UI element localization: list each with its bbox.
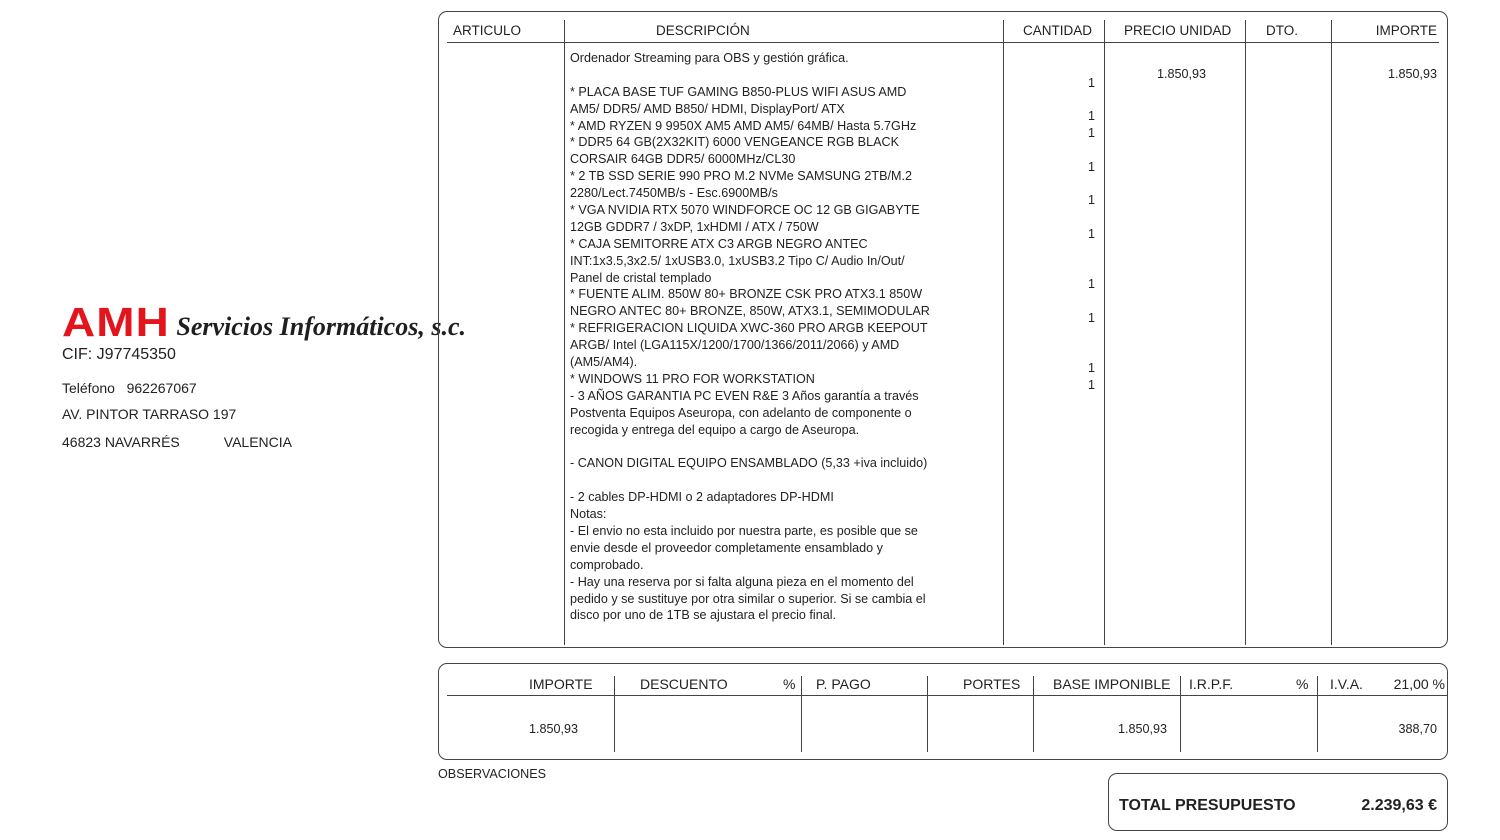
totals-label-pct: % <box>1296 676 1309 692</box>
description-line: - El envio no esta incluido por nuestra parte, es posible que se <box>570 523 918 538</box>
totals-label-p-pago: P. PAGO <box>816 676 871 692</box>
totals-label-base-imponible: BASE IMPONIBLE <box>1053 676 1171 692</box>
col-divider <box>1317 676 1318 752</box>
totals-label-iva: I.V.A. <box>1330 676 1363 692</box>
quantity-value: 1 <box>1087 227 1095 241</box>
col-divider <box>1180 676 1181 752</box>
company-logo <box>62 299 466 345</box>
description-line: * PLACA BASE TUF GAMING B850-PLUS WIFI ASUS AMD <box>570 84 907 99</box>
totals-label-portes: PORTES <box>963 676 1021 692</box>
col-divider <box>1331 20 1332 645</box>
header-descripcion: DESCRIPCIÓN <box>656 23 750 38</box>
description-line: comprobado. <box>570 557 644 572</box>
col-divider <box>614 676 615 752</box>
company-phone-line <box>62 380 197 396</box>
phone-number: 962267067 <box>126 380 197 396</box>
totals-header-rule <box>447 695 1447 696</box>
unit-price: 1.850,93 <box>1156 67 1206 81</box>
quantity-value: 1 <box>1087 109 1095 123</box>
description-line: * WINDOWS 11 PRO FOR WORKSTATION <box>570 371 815 386</box>
total-budget-box <box>1108 773 1448 831</box>
description-line: * DDR5 64 GB(2X32KIT) 6000 VENGEANCE RGB BLACK <box>570 135 899 150</box>
col-divider <box>1003 20 1004 645</box>
quantity-value: 1 <box>1087 193 1095 207</box>
company-city-line <box>62 434 292 450</box>
description-line: envie desde el proveedor completamente ensamblado y <box>570 540 883 555</box>
logo-mark: AMH <box>62 299 170 345</box>
description-line: ARGB/ Intel (LGA115X/1200/1700/1366/2011/2066) y AMD <box>570 338 900 353</box>
description-line: recogida y entrega del equipo a cargo de Aseuropa. <box>570 422 860 437</box>
postal-city: 46823 NAVARRÉS <box>62 434 180 450</box>
header-cantidad: CANTIDAD <box>1023 23 1093 38</box>
quantity-value: 1 <box>1087 126 1095 140</box>
description-line: Notas: <box>570 507 607 522</box>
totals-label-irpf: I.R.P.F. <box>1189 676 1234 692</box>
description-line: * 2 TB SSD SERIE 990 PRO M.2 NVMe SAMSUNG 2TB/M.2 <box>570 169 912 184</box>
totals-label-descuento: DESCUENTO <box>640 676 728 692</box>
total-budget-label: TOTAL PRESUPUESTO <box>1119 797 1296 814</box>
description-line: - CANON DIGITAL EQUIPO ENSAMBLADO (5,33 +iva incluido) <box>570 456 928 471</box>
description-line: NEGRO ANTEC 80+ BRONZE, 850W, ATX3.1, SEMIMODULAR <box>570 304 930 319</box>
province: VALENCIA <box>223 434 292 450</box>
description-line: 2280/Lect.7450MB/s - Esc.6900MB/s <box>570 186 778 201</box>
description-line <box>570 472 1000 489</box>
description-line <box>570 438 1000 455</box>
totals-label-iva-rate: 21,00 % <box>1393 676 1445 692</box>
description-line: AM5/ DDR5/ AMD B850/ HDMI, DisplayPort/ ATX <box>570 101 845 116</box>
col-divider <box>1033 676 1034 752</box>
header-precio-unidad: PRECIO UNIDAD <box>1124 23 1232 38</box>
description-line: - Hay una reserva por si falta alguna pieza en el momento del <box>570 574 914 589</box>
totals-label-pct: % <box>783 676 796 692</box>
description-line: * CAJA SEMITORRE ATX C3 ARGB NEGRO ANTEC <box>570 236 868 251</box>
totals-value-base-imponible: 1.850,93 <box>1118 722 1168 736</box>
items-table <box>438 11 1448 648</box>
description-line: (AM5/AM4). <box>570 355 638 370</box>
company-address: AV. PINTOR TARRASO 197 <box>62 406 237 422</box>
quantity-value: 1 <box>1087 277 1095 291</box>
quantity-value: 1 <box>1087 76 1095 90</box>
total-budget-value: 2.239,63 € <box>1361 797 1437 814</box>
description-line: Postventa Equipos Aseuropa, con adelanto de componente o <box>570 405 912 420</box>
col-divider <box>927 676 928 752</box>
totals-value-iva: 388,70 <box>1398 722 1437 736</box>
header-dto: DTO. <box>1266 23 1299 38</box>
description-line: * VGA NVIDIA RTX 5070 WINDFORCE OC 12 GB GIGABYTE <box>570 203 920 218</box>
description-line: disco por uno de 1TB se ajustara el precio final. <box>570 608 837 623</box>
totals-label-importe: IMPORTE <box>529 676 593 692</box>
description-line: * AMD RYZEN 9 9950X AM5 AMD AM5/ 64MB/ Hasta 5.7GHz <box>570 118 917 133</box>
description-line: * REFRIGERACION LIQUIDA XWC-360 PRO ARGB KEEPOUT <box>570 321 928 336</box>
description-line: Ordenador Streaming para OBS y gestión gráfica. <box>570 51 849 65</box>
col-divider <box>1104 20 1105 645</box>
description-line: - 3 AÑOS GARANTIA PC EVEN R&E 3 Años garantía a través <box>570 388 919 403</box>
line-amount: 1.850,93 <box>1387 67 1437 81</box>
company-cif: CIF: J97745350 <box>62 346 176 363</box>
header-importe: IMPORTE <box>1375 23 1437 38</box>
phone-label: Teléfono <box>62 380 115 396</box>
description-line: INT:1x3.5,3x2.5/ 1xUSB3.0, 1xUSB3.2 Tipo C/ Audio In/Out/ <box>570 253 905 268</box>
description-line: * FUENTE ALIM. 850W 80+ BRONZE CSK PRO ATX3.1 850W <box>570 287 923 302</box>
col-divider <box>1245 20 1246 645</box>
quantity-value: 1 <box>1087 361 1095 375</box>
col-divider <box>801 676 802 752</box>
quantity-value: 1 <box>1087 311 1095 325</box>
description-line: Panel de cristal templado <box>570 270 712 285</box>
description-line <box>570 67 1000 84</box>
description-line: 12GB GDDR7 / 3xDP, 1xHDMI / ATX / 750W <box>570 219 819 234</box>
description-line: - 2 cables DP-HDMI o 2 adaptadores DP-HDMI <box>570 490 834 505</box>
totals-table <box>438 663 1448 760</box>
header-articulo: ARTICULO <box>453 23 522 38</box>
item-description <box>570 50 1000 624</box>
quantity-value: 1 <box>1087 378 1095 392</box>
col-divider <box>564 20 565 645</box>
logo-text: Servicios Informáticos, s.c. <box>176 312 466 341</box>
observaciones-label: OBSERVACIONES <box>438 767 547 781</box>
description-line: CORSAIR 64GB DDR5/ 6000MHz/CL30 <box>570 152 796 167</box>
quantity-value: 1 <box>1087 160 1095 174</box>
description-line: pedido y se sustituye por otra similar o superior. Si se cambia el <box>570 591 926 606</box>
totals-value-importe: 1.850,93 <box>529 722 579 736</box>
header-rule <box>447 42 1439 43</box>
